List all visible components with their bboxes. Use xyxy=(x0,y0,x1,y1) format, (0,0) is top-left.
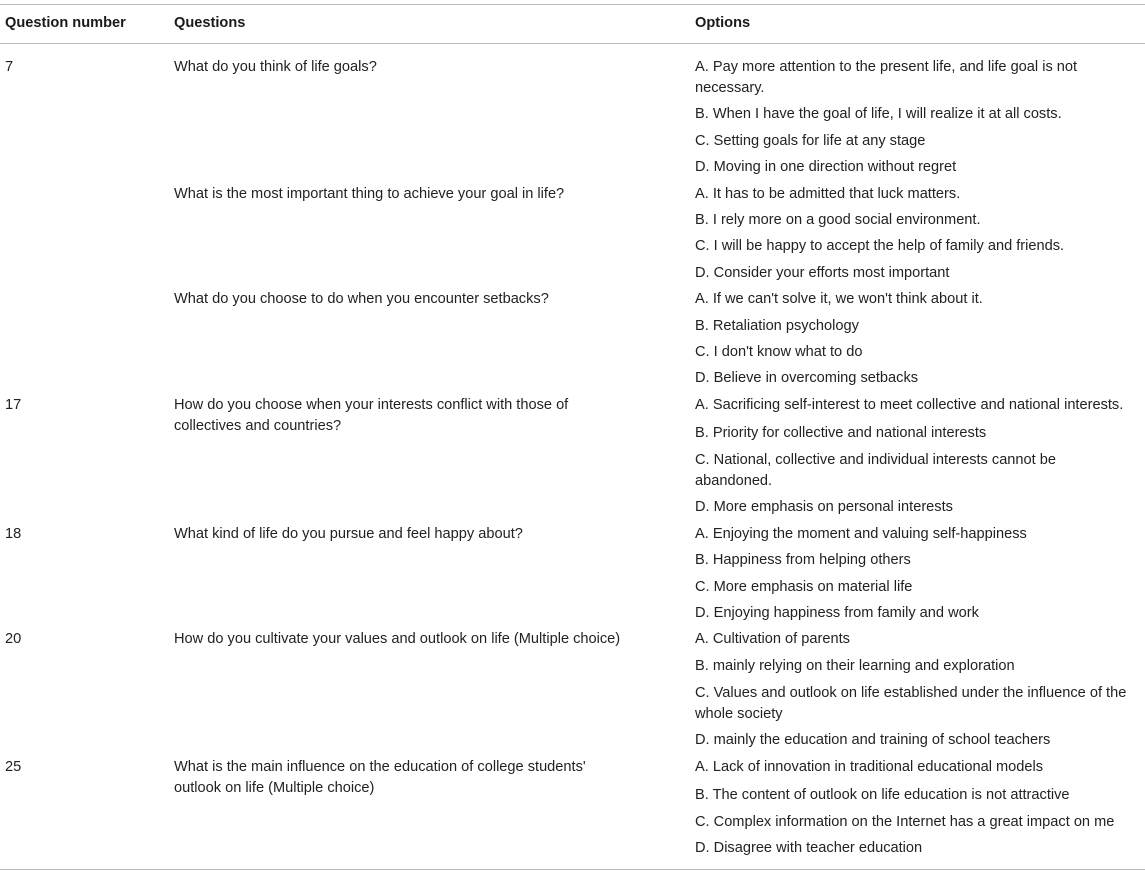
option-text: A. If we can't solve it, we won't think about it. xyxy=(695,291,983,307)
option-text: B. mainly relying on their learning and exploration xyxy=(695,658,1015,674)
option-text: B. Priority for collective and national interests xyxy=(695,425,987,441)
option-text: B. I rely more on a good social environment. xyxy=(695,212,981,228)
question-text: What is the main influence on the education of college students' outlook on life (Multiple choice) xyxy=(174,759,586,796)
option-text: D. Moving in one direction without regret xyxy=(695,159,957,175)
option-text: B. When I have the goal of life, I will realize it at all costs. xyxy=(695,106,1062,122)
option-text: D. Disagree with teacher education xyxy=(695,840,923,856)
option-text: A. Lack of innovation in traditional educational models xyxy=(695,759,1044,775)
option-text: C. I don't know what to do xyxy=(695,344,863,360)
question-number: 7 xyxy=(5,59,14,75)
option-text: A. Enjoying the moment and valuing self-happiness xyxy=(695,526,1027,542)
question-text: What do you choose to do when you encounter setbacks? xyxy=(174,291,549,307)
question-text: What is the most important thing to achieve your goal in life? xyxy=(174,186,565,202)
header-question-number: Question number xyxy=(5,15,126,31)
question-text: What kind of life do you pursue and feel happy about? xyxy=(174,526,523,542)
option-text: C. National, collective and individual interests cannot be abandoned. xyxy=(695,452,1056,489)
option-text: C. Complex information on the Internet has a great impact on me xyxy=(695,814,1115,830)
bottom-rule xyxy=(0,869,1145,870)
option-text: B. Retaliation psychology xyxy=(695,318,859,334)
top-rule xyxy=(0,4,1145,5)
option-text: B. The content of outlook on life education is not attractive xyxy=(695,787,1070,803)
question-text: What do you think of life goals? xyxy=(174,59,377,75)
header-rule xyxy=(0,43,1145,44)
question-number: 17 xyxy=(5,397,22,413)
option-text: A. Cultivation of parents xyxy=(695,631,850,647)
option-text: C. I will be happy to accept the help of family and friends. xyxy=(695,238,1065,254)
option-text: D. Enjoying happiness from family and work xyxy=(695,605,979,621)
question-number: 20 xyxy=(5,631,22,647)
question-text: How do you cultivate your values and outlook on life (Multiple choice) xyxy=(174,631,621,647)
option-text: C. Values and outlook on life established under the influence of the whole society xyxy=(695,685,1127,722)
option-text: D. Consider your efforts most important xyxy=(695,265,950,281)
question-text: How do you choose when your interests conflict with those of collectives and countries? xyxy=(174,397,569,434)
option-text: A. It has to be admitted that luck matters. xyxy=(695,186,961,202)
option-text: D. Believe in overcoming setbacks xyxy=(695,370,919,386)
option-text: A. Pay more attention to the present life, and life goal is not necessary. xyxy=(695,59,1078,96)
option-text: A. Sacrificing self-interest to meet collective and national interests. xyxy=(695,397,1124,413)
header-options: Options xyxy=(695,15,751,31)
option-text: D. More emphasis on personal interests xyxy=(695,499,953,515)
option-text: D. mainly the education and training of school teachers xyxy=(695,732,1051,748)
question-number: 18 xyxy=(5,526,22,542)
header-questions: Questions xyxy=(174,15,246,31)
option-text: C. More emphasis on material life xyxy=(695,579,913,595)
question-number: 25 xyxy=(5,759,22,775)
option-text: C. Setting goals for life at any stage xyxy=(695,133,926,149)
option-text: B. Happiness from helping others xyxy=(695,552,911,568)
